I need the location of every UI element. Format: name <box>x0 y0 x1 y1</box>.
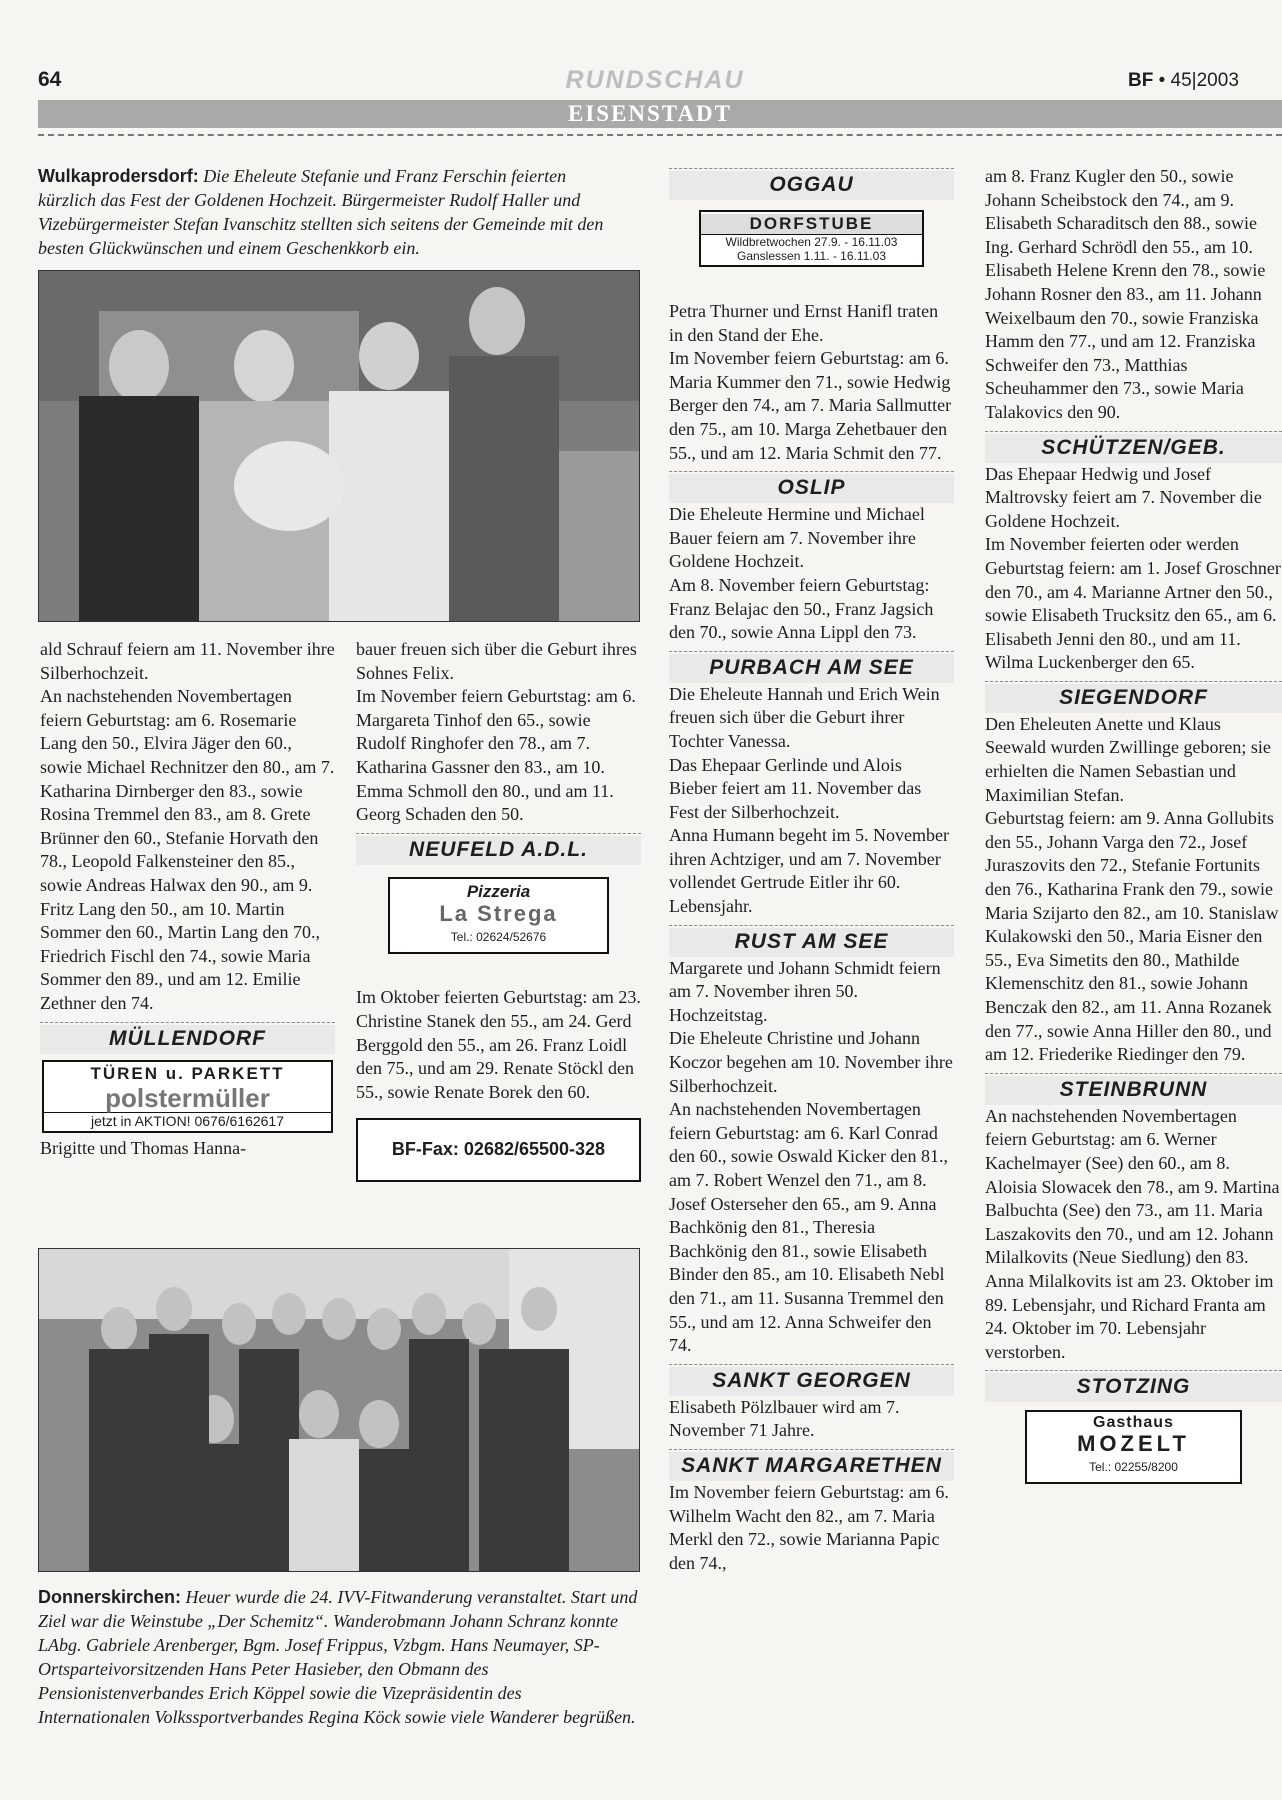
heading-oslip: OSLIP <box>669 471 954 503</box>
col3-p2: Im November feiern Geburtstag: am 6. Maria Kummer den 71., sowie Hedwig Berger den 74., am 7. Maria Sallmutter den 75., am 10. Marga Zehetbauer den 55., und am 12. Maria Schmit den 77. <box>669 348 952 463</box>
col2-p2: Im November feiern Geburtstag: am 6. Margareta Tinhof den 65., sowie Rudolf Ringhofer den 78., am 7. Katharina Gassner den 83., am 10. Emma Schmoll den 80., und am 11. Georg Schaden den 50. <box>356 686 636 825</box>
col3-p9: Die Eheleute Christine und Johann Koczor begehen am 10. November ihre Silberhochzeit. <box>669 1028 953 1096</box>
col4-p2: Das Ehepaar Hedwig und Josef Maltrovsky feiert am 7. November die Goldene Hochzeit. <box>985 463 1262 531</box>
lead-place: Wulkaprodersdorf: <box>38 166 199 186</box>
col2-p1: bauer freuen sich über die Geburt ihres Sohnes Felix. <box>356 639 637 683</box>
section-title: EISENSTADT <box>567 101 733 126</box>
col1-p2: An nachstehenden Novembertagen feiern Geburtstag: am 6. Rosemarie Lang den 50., Elvira Jäger den 60., sowie Michael Rechnitzer den 80., am 7. Katharina Dirnberger den 83., sowie Rosina Tremmel den 83., am 8. Grete Brünner den 60., Stefanie Horvath den 78., Leopold Falkensteiner den 85., sowie Andreas Halwax den 90., am 9. Fritz Lang den 50., am 10. Martin Sommer den 60., Martin Lang den 70., Friedrich Fischl den 74., sowie Maria Sommer den 89., und am 12. Emilie Zethner den 74. <box>40 686 335 1013</box>
col3-p10: An nachstehenden Novembertagen feiern Geburtstag: am 6. Karl Conrad den 60., sowie Oswald Kicker den 81., am 7. Robert Wenzel den 71., am 8. Josef Osterseher den 65., am 9. Anna Bachkönig den 81., Theresia Bachkönig den 81., sowie Elisabeth Binder den 85., am 10. Elisabeth Nebl den 71., am 11. Susanna Tremmel den 55., und am 12. Anna Schweifer den 74. <box>669 1099 948 1356</box>
ad-ds-line3: Ganslessen 1.11. - 16.11.03 <box>737 249 886 263</box>
col1-p3: Brigitte und Thomas Hanna- <box>40 1137 247 1158</box>
heading-siegendorf: SIEGENDORF <box>985 681 1282 713</box>
col2-p3: Im Oktober feierten Geburtstag: am 23. Christine Stanek den 55., am 24. Gerd Berggold den 55., am 26. Franz Loidl den 75., und am 29. Renate Stöckl den 55., sowie Renate Borek den 60. <box>356 987 641 1102</box>
col4-p4: Den Eheleuten Anette und Klaus Seewald wurden Zwillinge geboren; sie erhielten die Namen Sebastian und Maximilian Stefan. <box>985 713 1271 805</box>
ad-polstermueller <box>42 1060 333 1133</box>
column-3-top <box>669 168 954 267</box>
col4-p6: An nachstehenden Novembertagen feiern Geburtstag: am 6. Werner Kachelmayer (See) den 60., am 8. Aloisia Slowacek den 78., am 9. Martina Balbuchta (See) den 73., am 11. Maria Laszakovits den 70., und am 12. Johann Milalkovits (Neue Siedlung) den 83. <box>985 1105 1280 1268</box>
col3-p4: Am 8. November feiern Geburtstag: Franz Belajac den 50., Franz Jagsich den 70., sowie Anna Lippl den 73. <box>669 574 934 643</box>
photo-anniversary <box>38 270 640 622</box>
ad-gm-line1: Gasthaus <box>1093 1414 1174 1432</box>
ad-ls-line1: Pizzeria <box>466 881 531 901</box>
heading-stotzing: STOTZING <box>985 1370 1282 1402</box>
publication-title: RUNDSCHAU <box>565 66 745 94</box>
heading-steinbrunn: STEINBRUNN <box>985 1073 1282 1105</box>
issue-sep: • <box>1158 70 1166 91</box>
heading-muellendorf: MÜLLENDORF <box>40 1022 335 1054</box>
ad-ls-line3: Tel.: 02624/52676 <box>450 929 547 944</box>
caption-text: Heuer wurde die 24. IVV-Fitwanderung veranstaltet. Start und Ziel war die Weinstube „Der Schemitz“. Wanderobmann Johann Schranz konnte LAbg. Gabriele Arenberger, Bgm. Josef Frippus, Vzbgm. Hans Neumayer, SP-Ortsparteivorsitzenden Hans Peter Hasieber, den Obmann des Pensionistenverbandes Erich Köppel sowie die Vizepräsidentin des Internationalen Volkssportverbandes Regina Köck sowie viele Wanderer begrüßen. <box>38 1587 638 1727</box>
col3-p3: Die Eheleute Hermine und Michael Bauer feiern am 7. November ihre Goldene Hochzeit. <box>669 504 925 572</box>
issue-bf: BF <box>1128 70 1154 91</box>
col4-p1: am 8. Franz Kugler den 50., sowie Johann Scheibstock den 74., am 9. Elisabeth Scharaditsch den 88., sowie Ing. Gerhard Schrödl den 55., am 10. Elisabeth Helene Krenn den 78., sowie Johann Rosner den 83., am 11. Johann Weixelbaum den 70., sowie Franziska Hamm den 77., und am 12. Franziska Schweifer den 73., Matthias Scheuhammer den 73., sowie Maria Talakovics den 90. <box>985 166 1266 422</box>
page-number: 64 <box>38 68 62 91</box>
heading-schuetzen: SCHÜTZEN/GEB. <box>985 431 1282 463</box>
heading-sankt-georgen: SANKT GEORGEN <box>669 1364 954 1396</box>
ad-pm-line3: jetzt in AKTION! 0676/6162617 <box>44 1112 331 1129</box>
heading-rust: RUST AM SEE <box>669 925 954 957</box>
col3-p6: Das Ehepaar Gerlinde und Alois Bieber feiert am 11. November das Fest der Silberhochzeit. <box>669 754 922 822</box>
col4-p5: Geburtstag feiern: am 9. Anna Gollubits den 55., Johann Varga den 72., Josef Juraszovits den 72., Stefanie Fortunits den 76., Katharina Frank den 79., sowie Maria Szijarto den 82., am 10. Stanislaw Kulakowski den 50., Maria Eisner den 55., Eva Simetits den 80., Mathilde Klemenschitz den 81., sowie Johann Benczak den 82., am 11. Anna Rozanek den 77., sowie Anna Hiller den 80., und am 12. Friederike Riedinger den 79. <box>985 808 1279 1065</box>
column-3 <box>669 300 954 1575</box>
ad-la-strega <box>388 877 609 955</box>
bf-fax-box: BF-Fax: 02682/65500-328 <box>356 1118 641 1182</box>
col3-p7: Anna Humann begeht im 5. November ihren Achtziger, und am 7. November vollendet Gertrude Eitler ihr 60. Lebensjahr. <box>669 825 949 917</box>
caption-place: Donnerskirchen: <box>38 1587 182 1607</box>
column-4 <box>985 165 1282 1484</box>
column-2 <box>356 638 641 1182</box>
ad-ls-line2: La Strega <box>439 900 558 926</box>
ad-gm-line2: MOZELT <box>1077 1431 1190 1457</box>
col3-p1: Petra Thurner und Ernst Hanifl traten in den Stand der Ehe. <box>669 301 939 345</box>
heading-sankt-margarethen: SANKT MARGARETHEN <box>669 1449 954 1481</box>
col4-p7: Anna Milalkovits ist am 23. Oktober im 89. Lebensjahr, und Richard Franta am 24. Oktober im 70. Lebensjahr verstorben. <box>985 1270 1274 1362</box>
issue-number: 45|2003 <box>1170 70 1239 91</box>
ad-gm-line3: Tel.: 02255/8200 <box>1089 1460 1178 1475</box>
col3-p11: Elisabeth Pölzlbauer wird am 7. November 71 Jahre. <box>669 1396 900 1441</box>
photo-hikers <box>38 1248 640 1572</box>
col3-p5: Die Eheleute Hannah und Erich Wein freuen sich über die Geburt ihrer Tochter Vanessa. <box>669 683 940 751</box>
col4-p3: Im November feierten oder werden Geburtstag feiern: am 1. Josef Groschner den 70., am 4. Marianne Artner den 50., sowie Elisabeth Trucksitz den 65., am 6. Elisabeth Jenni den 80., und am 11. Wilma Luckenberger den 65. <box>985 534 1281 673</box>
col3-p8: Margarete und Johann Schmidt feiern am 7. November ihren 50. Hochzeitstag. <box>669 957 941 1025</box>
issue-info <box>1128 70 1239 92</box>
ad-pm-line2: polstermüller <box>105 1082 270 1113</box>
ad-pm-line1: TÜREN u. PARKETT <box>90 1063 285 1083</box>
header-divider <box>38 134 1282 136</box>
ad-ds-line2: Wildbretwochen 27.9. - 16.11.03 <box>725 235 898 249</box>
col1-p1: ald Schrauf feiern am 11. November ihre Silberhochzeit. <box>40 639 335 683</box>
ad-dorfstube <box>699 210 924 267</box>
col3-p12: Im November feiern Geburtstag: am 6. Wilhelm Wacht den 82., am 7. Maria Merkl den 72., sowie Marianna Papic den 74., <box>669 1481 949 1573</box>
lead-text: Die Eheleute Stefanie und Franz Ferschin feierten kürzlich das Fest der Goldenen Hochzeit. Bürgermeister Rudolf Haller und Vizebürgermeister Stefan Ivanschitz stellten sich seitens der Gemeinde mit den besten Glückwünschen und einem Geschenkkorb ein. <box>38 166 604 258</box>
ad-gasthaus-mozelt <box>1025 1410 1242 1484</box>
column-1 <box>40 638 335 1160</box>
heading-purbach: PURBACH AM SEE <box>669 651 954 683</box>
heading-neufeld: NEUFELD A.D.L. <box>356 833 641 865</box>
ad-ds-line1: DORFSTUBE <box>701 214 922 235</box>
photo-caption <box>38 1585 638 1729</box>
lead-paragraph <box>38 164 628 260</box>
heading-oggau: OGGAU <box>669 168 954 200</box>
